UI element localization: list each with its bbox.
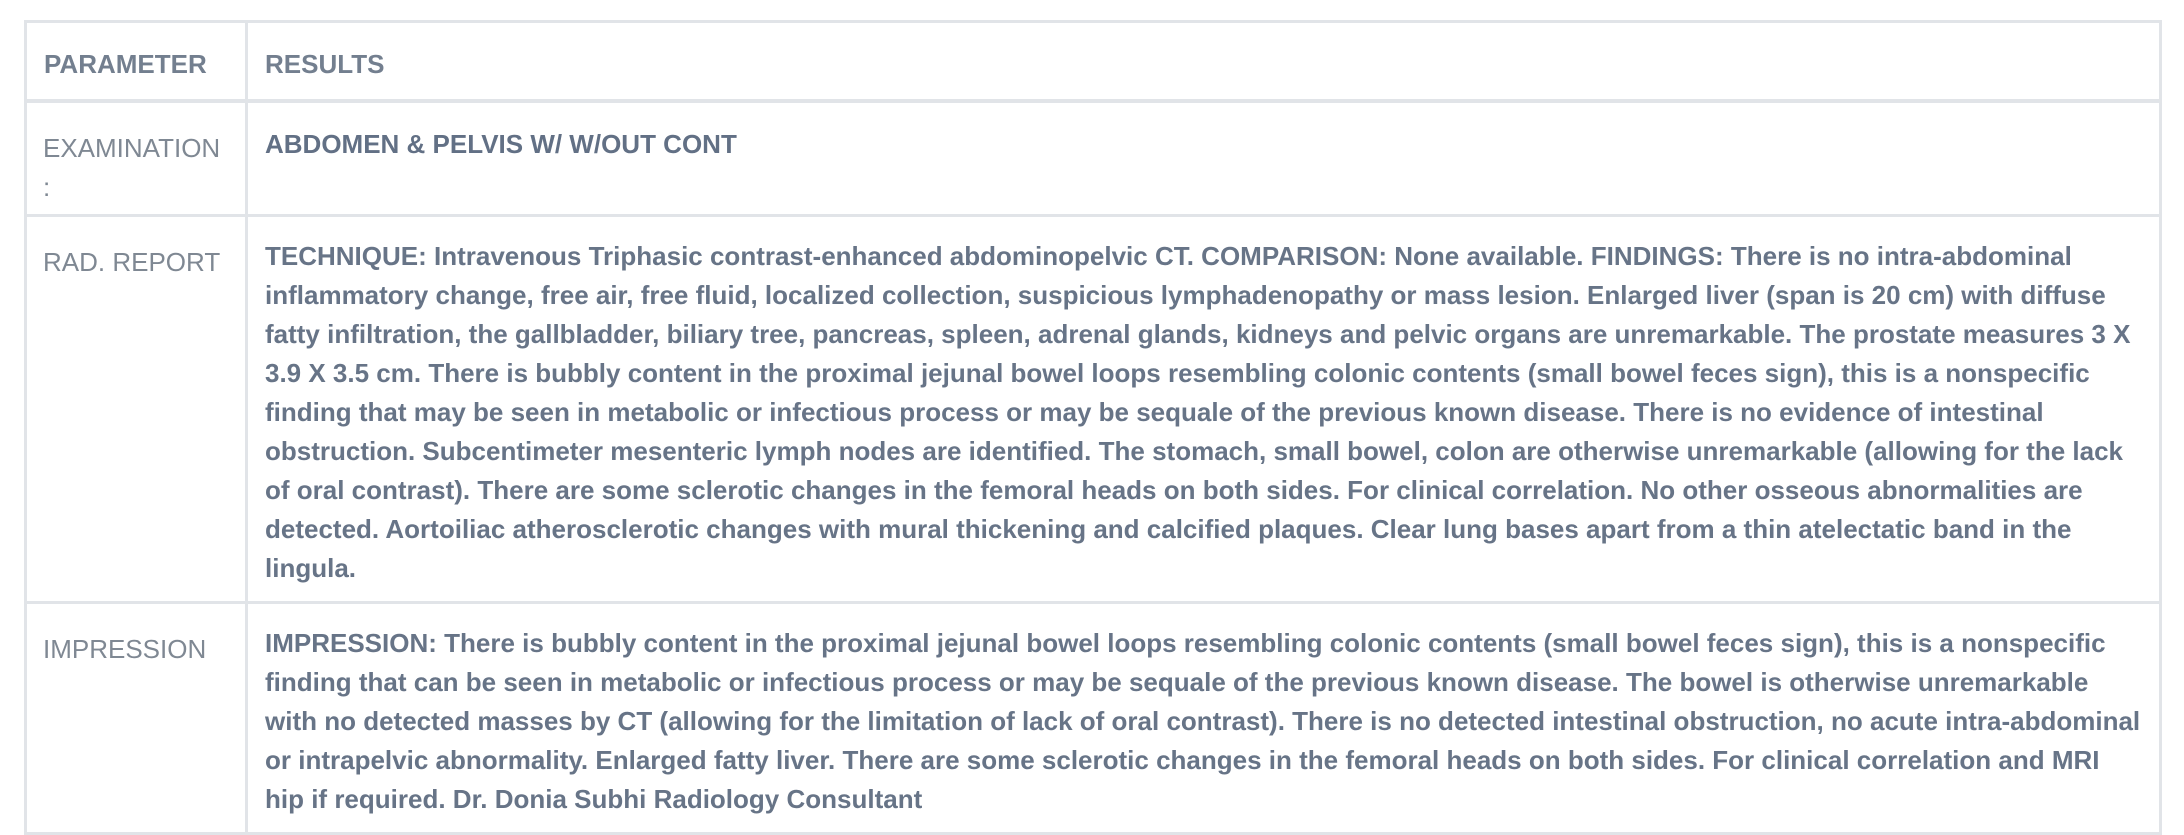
table-header-row [26, 22, 2161, 101]
results-column-header: RESULTS [247, 22, 2161, 101]
parameter-column-header: PARAMETER [26, 22, 247, 101]
result-cell-impression: IMPRESSION: There is bubbly content in the proximal jejunal bowel loops resembling colonic contents (small bowel feces sign), this is a nonspecific finding that can be seen in metabolic or infectious process or may be sequale of the previous known disease. The bowel is otherwise unremarkable with no detected masses by CT (allowing for the limitation of lack of oral contrast). There is no detected intestinal obstruction, no acute intra-abdominal or intrapelvic abnormality. Enlarged fatty liver. There are some sclerotic changes in the femoral heads on both sides. For clinical correlation and MRI hip if required. Dr. Donia Subhi Radiology Consultant [247, 603, 2161, 834]
table-row-impression [26, 603, 2161, 834]
result-cell-rad-report: TECHNIQUE: Intravenous Triphasic contrast-enhanced abdominopelvic CT. COMPARISON: None available. FINDINGS: There is no intra-abdominal inflammatory change, free air, free fluid, localized collection, suspicious lymphadenopathy or mass lesion. Enlarged liver (span is 20 cm) with diffuse fatty infiltration, the gallbladder, biliary tree, pancreas, spleen, adrenal glands, kidneys and pelvic organs are unremarkable. The prostate measures 3 X 3.9 X 3.5 cm. There is bubbly content in the proximal jejunal bowel loops resembling colonic contents (small bowel feces sign), this is a nonspecific finding that may be seen in metabolic or infectious process or may be sequale of the previous known disease. There is no evidence of intestinal obstruction. Subcentimeter mesenteric lymph nodes are identified. The stomach, small bowel, colon are otherwise unremarkable (allowing for the lack of oral contrast). There are some sclerotic changes in the femoral heads on both sides. For clinical correlation. No other osseous abnormalities are detected. Aortoiliac atherosclerotic changes with mural thickening and calcified plaques. Clear lung bases apart from a thin atelectatic band in the lingula. [247, 216, 2161, 603]
table-row-examination [26, 101, 2161, 216]
result-cell-examination: ABDOMEN & PELVIS W/ W/OUT CONT [247, 101, 2161, 216]
parameter-cell-examination: EXAMINATION : [26, 101, 247, 216]
radiology-report-table [24, 20, 2162, 835]
table-row-rad-report [26, 216, 2161, 603]
parameter-cell-impression: IMPRESSION [26, 603, 247, 834]
parameter-cell-rad-report: RAD. REPORT [26, 216, 247, 603]
